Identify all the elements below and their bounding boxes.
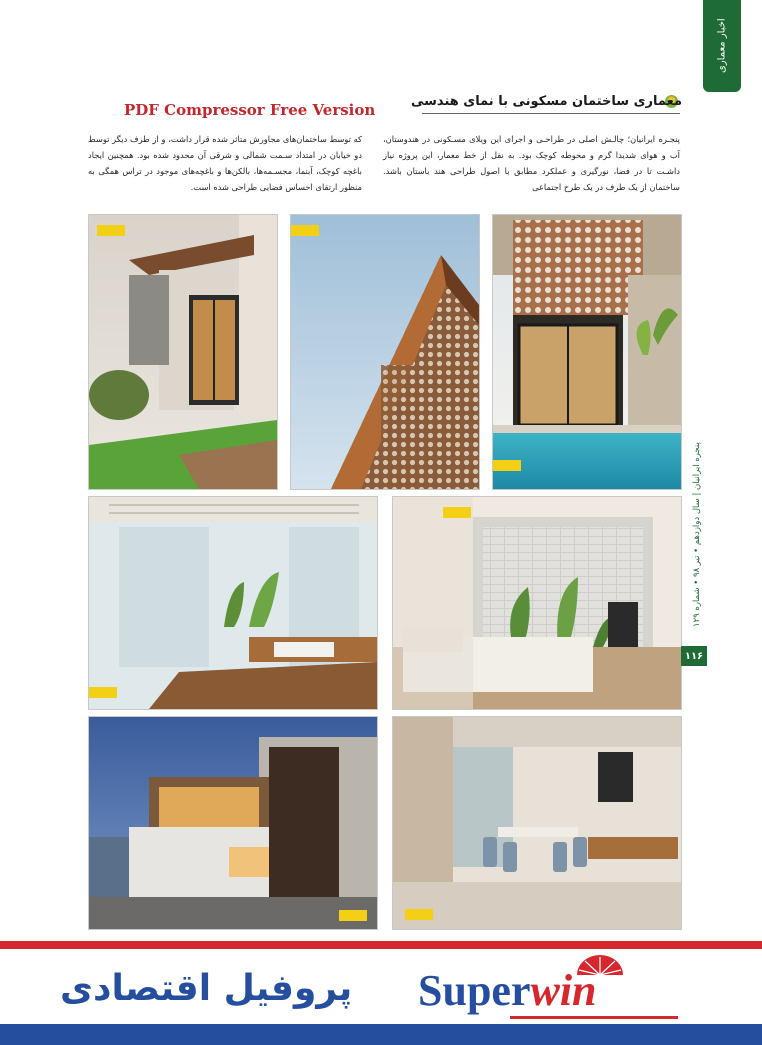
article-column-right: پنجـره ایرانیان؛ چالـش اصلی در طراحـی و اجرای این ویلای مسـکونی در هندوستان، آب و هوای شدیدا گرم و محوطه کوچک بود. به نقل از خط معمار، این پروژه نیاز داشـت تا در فضا، نورگیری و عملکرد مطابق با اصول طراحی هند باستان باشد. ساختمان از یک طرف در یک طرح اجتماعی [383, 134, 680, 192]
section-tab [703, 0, 741, 92]
brand-win: win [530, 966, 597, 1015]
photo-night-exterior [88, 716, 378, 930]
brand-super: Super [418, 966, 531, 1015]
ad-blue-stripe [0, 1024, 762, 1045]
photo-exterior-lawn [88, 214, 278, 490]
page-number: ۱۱۶ [681, 646, 707, 666]
photo-bedroom [392, 496, 682, 710]
photo-pool-courtyard [492, 214, 682, 490]
pdf-watermark: PDF Compressor Free Version [124, 101, 376, 119]
ad-red-stripe [0, 941, 762, 949]
photo-dining-room [392, 716, 682, 930]
brand-logo [418, 965, 597, 1016]
section-tab-label: اخبار معماری [716, 18, 728, 74]
issue-info: پنجره ایرانیان | سال دوازدهم • تیر ۹۸ • شماره ۱۲۹ [692, 442, 702, 628]
photo-folded-facade [290, 214, 480, 490]
title-underline [422, 113, 680, 114]
ad-text: پروفیل اقتصادی [60, 968, 353, 1009]
article-title: معماری ساختمان مسکونی با نمای هندسی [411, 94, 682, 109]
photo-bathroom [88, 496, 378, 710]
brand-underline [510, 1016, 678, 1019]
article-column-left: که توسط ساختمان‌های مجاورش متاثر شده قرار داشت، و از طرف دیگر توسط دو خیابان در امتداد سـمت شمالی و شرقی آن محدود شده بود. همچنین ایجاد باغچه کوچک، آبنما، مجسـمه‌ها، بالکن‌ها و باغچه‌های موجود در تراس همگی به منظور ارتقای احساس فضایی طراحی شده است. [88, 134, 362, 192]
